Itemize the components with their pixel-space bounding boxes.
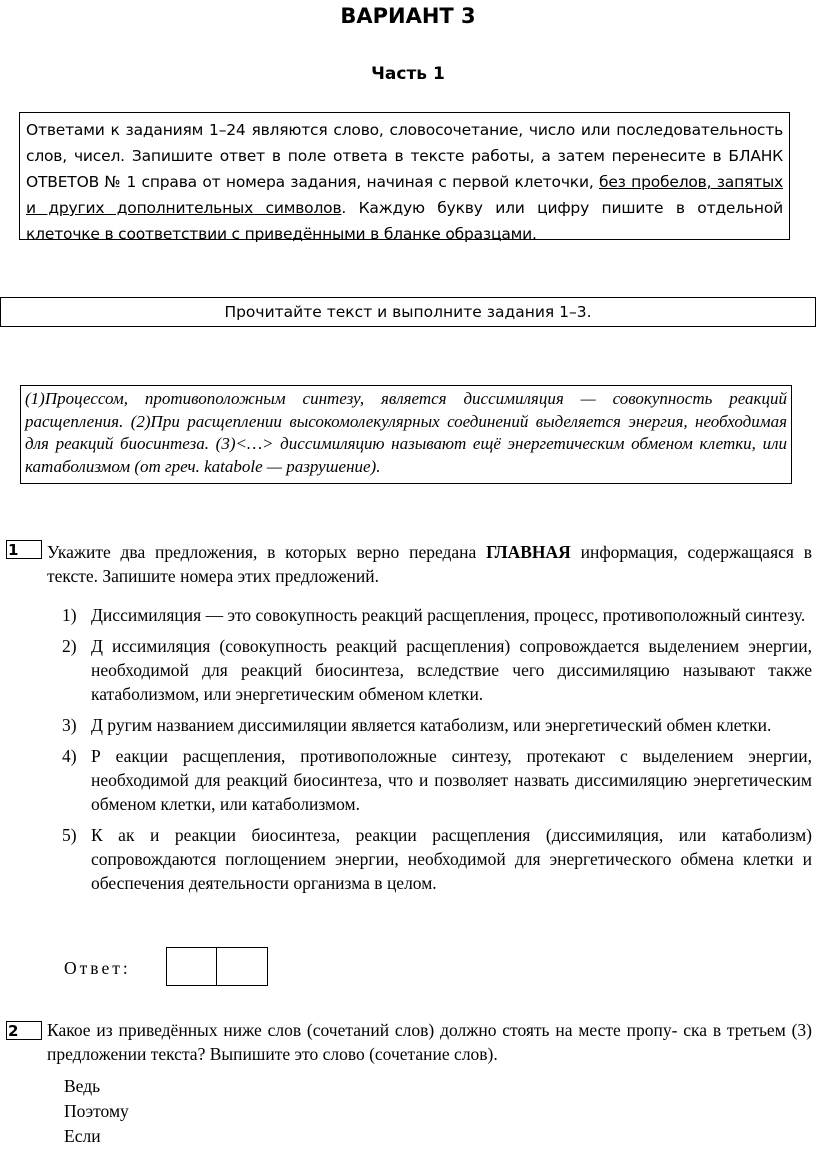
answer-cell-1[interactable] xyxy=(166,947,217,986)
option-4 xyxy=(62,744,812,816)
option-1 xyxy=(62,603,812,627)
option-number: 3) xyxy=(62,715,77,735)
option-5 xyxy=(62,823,812,895)
question-2-word-list xyxy=(64,1074,129,1149)
instructions-text-end: . Каждую букву или цифру пишите в отдельной клеточке в соответствии с приведёнными в бланке образцами. xyxy=(26,199,783,243)
instructions-box xyxy=(19,112,790,243)
question-1-emphasis: ГЛАВНАЯ xyxy=(486,542,571,562)
question-2-number: 2 xyxy=(6,1021,42,1040)
part-heading: Часть 1 xyxy=(371,64,445,84)
word-option: Если xyxy=(64,1126,101,1146)
word-option: Поэтому xyxy=(64,1101,129,1121)
instructions-text: Ответами к заданиям 1–24 являются слово, словосочетание, число или последовательность слов, чисел. Запишите ответ в поле ответа в тексте работы, а затем перенесите в БЛАНК ОТВЕТОВ № 1 справа от номера задания, начиная с первой клеточки, xyxy=(26,121,783,191)
read-prompt-box xyxy=(0,297,816,327)
passage-box xyxy=(20,385,792,484)
question-1-text-start: Укажите два предложения, в которых верно передана xyxy=(47,542,487,562)
instructions-underlined: без пробелов, запятых и других дополнительных символов xyxy=(26,173,783,217)
question-1-text-end: информация, содержащаяся в тексте. Запишите номера этих предложений. xyxy=(47,542,812,586)
option-3 xyxy=(62,713,812,737)
page-title: ВАРИАНТ 3 xyxy=(340,4,476,28)
option-number: 1) xyxy=(62,605,77,625)
word-option: Ведь xyxy=(64,1076,101,1096)
question-1-text xyxy=(47,540,812,588)
option-2 xyxy=(62,634,812,706)
option-number: 2) xyxy=(62,636,77,656)
answer-cell-2[interactable] xyxy=(217,947,268,986)
read-prompt: Прочитайте текст и выполните задания 1–3. xyxy=(224,303,592,321)
question-1-options xyxy=(62,603,812,902)
option-text: Д иссимиляция (совокупность реакций расщепления) сопровождается выделением энергии, необходимой для реакций биосинтеза, вследствие чего диссимиляцию называют также катаболизмом, или энергетическим обменом клетки. xyxy=(91,636,812,704)
passage-text: (1)Процессом, противоположным синтезу, является диссимиляция — совокупность реакций расщепления. (2)При расщеплении высокомолекулярных соединений выделяется энергия, необходимая для реакций биосинтеза. (3)<…> диссимиляцию называют ещё энергетическим обменом клетки, или катаболизмом (от греч. katabole — разрушение). xyxy=(25,389,787,476)
option-text: Р еакции расщепления, противоположные синтезу, протекают с выделением энергии, необходимой для реакций биосинтеза, что и позволяет назвать диссимиляцию энергетическим обменом клетки, или катаболизмом. xyxy=(91,746,812,814)
option-number: 5) xyxy=(62,825,77,845)
question-2-text: Какое из приведённых ниже слов (сочетаний слов) должно стоять на месте пропу- ска в третьем (3) предложении текста? Выпишите это слово (сочетание слов). xyxy=(47,1020,812,1064)
option-text: Диссимиляция — это совокупность реакций расщепления, процесс, противоположный синтезу. xyxy=(91,605,806,625)
question-1-number: 1 xyxy=(6,540,42,559)
option-text: Д ругим названием диссимиляции является катаболизм, или энергетический обмен клетки. xyxy=(91,715,772,735)
option-text: К ак и реакции биосинтеза, реакции расщепления (диссимиляция, или катаболизм) сопровождаются поглощением энергии, необходимой для энергетического обмена клетки и обеспечения деятельности организма в целом. xyxy=(91,825,812,893)
answer-label: Ответ: xyxy=(64,958,131,978)
answer-field[interactable] xyxy=(166,947,268,986)
option-number: 4) xyxy=(62,746,77,766)
